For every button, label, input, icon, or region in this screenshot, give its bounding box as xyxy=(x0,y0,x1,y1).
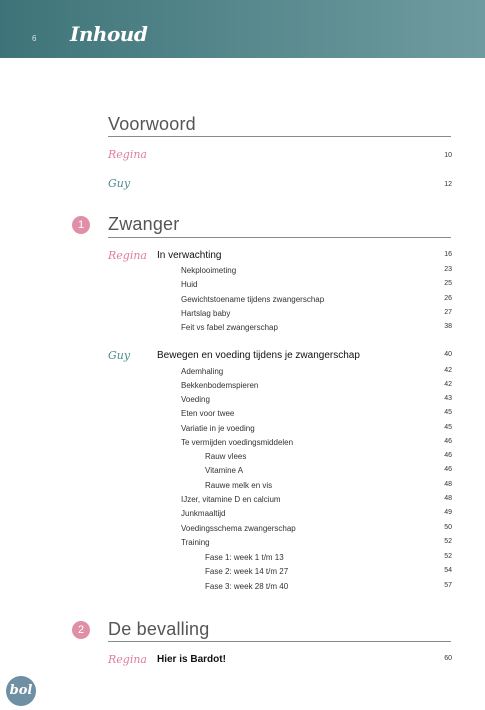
toc-entry-label: Bewegen en voeding tijdens je zwangerschap xyxy=(157,350,360,361)
toc-entry-guy[interactable] xyxy=(0,179,485,193)
page-ref: 12 xyxy=(444,181,452,188)
toc-entry[interactable] xyxy=(0,409,485,423)
page-ref: 10 xyxy=(444,152,452,159)
toc-entry[interactable] xyxy=(0,509,485,523)
page-ref: 16 xyxy=(444,251,452,258)
toc-entry[interactable] xyxy=(0,524,485,538)
toc-entry-label: Training xyxy=(181,538,210,547)
page-ref: 54 xyxy=(444,567,452,574)
page-ref: 60 xyxy=(444,655,452,662)
author-regina: Regina xyxy=(108,653,147,666)
toc-entry[interactable] xyxy=(0,553,485,567)
toc-entry-label: In verwachting xyxy=(157,250,222,261)
toc-entry[interactable] xyxy=(0,466,485,480)
toc-entry[interactable] xyxy=(0,266,485,280)
page-ref: 45 xyxy=(444,409,452,416)
toc-entry-label: Fase 3: week 28 t/m 40 xyxy=(205,582,289,591)
section-title-de-bevalling: De bevalling xyxy=(108,619,210,639)
page-ref: 42 xyxy=(444,381,452,388)
toc-entry[interactable] xyxy=(0,367,485,381)
toc-entry-label: Variatie in je voeding xyxy=(181,424,255,433)
bol-logo: bol xyxy=(6,676,36,706)
toc-entry[interactable] xyxy=(0,495,485,509)
toc-entry[interactable] xyxy=(0,452,485,466)
toc-entry-label: Huid xyxy=(181,280,198,289)
page-ref: 45 xyxy=(444,424,452,431)
page-ref: 26 xyxy=(444,295,452,302)
page-ref: 25 xyxy=(444,280,452,287)
toc-entry-label: IJzer, vitamine D en calcium xyxy=(181,495,281,504)
toc-entry-label: Fase 2: week 14 t/m 27 xyxy=(205,567,289,576)
toc-entry-label: Voedingsschema zwangerschap xyxy=(181,524,296,533)
toc-entry[interactable] xyxy=(0,538,485,552)
page-ref: 49 xyxy=(444,509,452,516)
toc-entry[interactable] xyxy=(0,438,485,452)
page-header xyxy=(0,0,485,58)
page-ref: 46 xyxy=(444,466,452,473)
toc-entry[interactable] xyxy=(0,309,485,323)
toc-entry-label: Ademhaling xyxy=(181,367,224,376)
page-ref: 46 xyxy=(444,438,452,445)
toc-entry-label: Rauw vlees xyxy=(205,452,247,461)
author-regina: Regina xyxy=(108,148,147,161)
page-ref: 40 xyxy=(444,351,452,358)
toc-entry-label: Feit vs fabel zwangerschap xyxy=(181,323,278,332)
toc-entry[interactable] xyxy=(0,567,485,581)
toc-entry[interactable] xyxy=(0,295,485,309)
toc-entry-label: Fase 1: week 1 t/m 13 xyxy=(205,553,284,562)
toc-entry-label: Vitamine A xyxy=(205,466,244,475)
toc-entry[interactable] xyxy=(0,424,485,438)
toc-entry-label: Voeding xyxy=(181,395,210,404)
page-ref: 52 xyxy=(444,538,452,545)
toc-entry-label: Gewichtstoename tijdens zwangerschap xyxy=(181,295,325,304)
author-guy: Guy xyxy=(108,349,131,362)
toc-entry-label: Eten voor twee xyxy=(181,409,235,418)
chapter-number-badge: 1 xyxy=(72,216,90,234)
section-rule xyxy=(108,136,451,137)
page-ref: 27 xyxy=(444,309,452,316)
page-ref: 42 xyxy=(444,367,452,374)
toc-entry-bewegen-en-voeding[interactable] xyxy=(0,351,485,365)
page-ref: 57 xyxy=(444,582,452,589)
toc-entry-label: Te vermijden voedingsmiddelen xyxy=(181,438,294,447)
toc-entry[interactable] xyxy=(0,582,485,596)
toc-entry[interactable] xyxy=(0,280,485,294)
page-ref: 50 xyxy=(444,524,452,531)
toc-entry-label: Junkmaaltijd xyxy=(181,509,226,518)
page-ref: 43 xyxy=(444,395,452,402)
toc-entry-label: Nekplooimeting xyxy=(181,266,237,275)
section-title-voorwoord: Voorwoord xyxy=(108,114,196,134)
section-title-zwanger: Zwanger xyxy=(108,214,180,234)
toc-entry[interactable] xyxy=(0,395,485,409)
toc-entry-regina[interactable] xyxy=(0,150,485,164)
page-ref: 48 xyxy=(444,481,452,488)
toc-entry[interactable] xyxy=(0,481,485,495)
author-regina: Regina xyxy=(108,249,147,262)
page-ref: 48 xyxy=(444,495,452,502)
section-rule xyxy=(108,237,451,238)
toc-entry-label: Bekkenbodemspieren xyxy=(181,381,259,390)
page-ref: 38 xyxy=(444,323,452,330)
toc-entry-label: Hier is Bardot! xyxy=(157,654,226,665)
page-ref: 52 xyxy=(444,553,452,560)
page-title: Inhoud xyxy=(70,22,148,46)
page-ref: 23 xyxy=(444,266,452,273)
toc-entry-in-verwachting[interactable] xyxy=(0,251,485,265)
page-ref: 46 xyxy=(444,452,452,459)
section-rule xyxy=(108,641,451,642)
page-number: 6 xyxy=(32,34,37,43)
toc-entry-label: Rauwe melk en vis xyxy=(205,481,273,490)
toc-entry-hier-is-bardot[interactable] xyxy=(0,655,485,669)
toc-entry[interactable] xyxy=(0,323,485,337)
chapter-number-badge: 2 xyxy=(72,621,90,639)
toc-entry-label: Hartslag baby xyxy=(181,309,231,318)
toc-entry[interactable] xyxy=(0,381,485,395)
author-guy: Guy xyxy=(108,177,131,190)
